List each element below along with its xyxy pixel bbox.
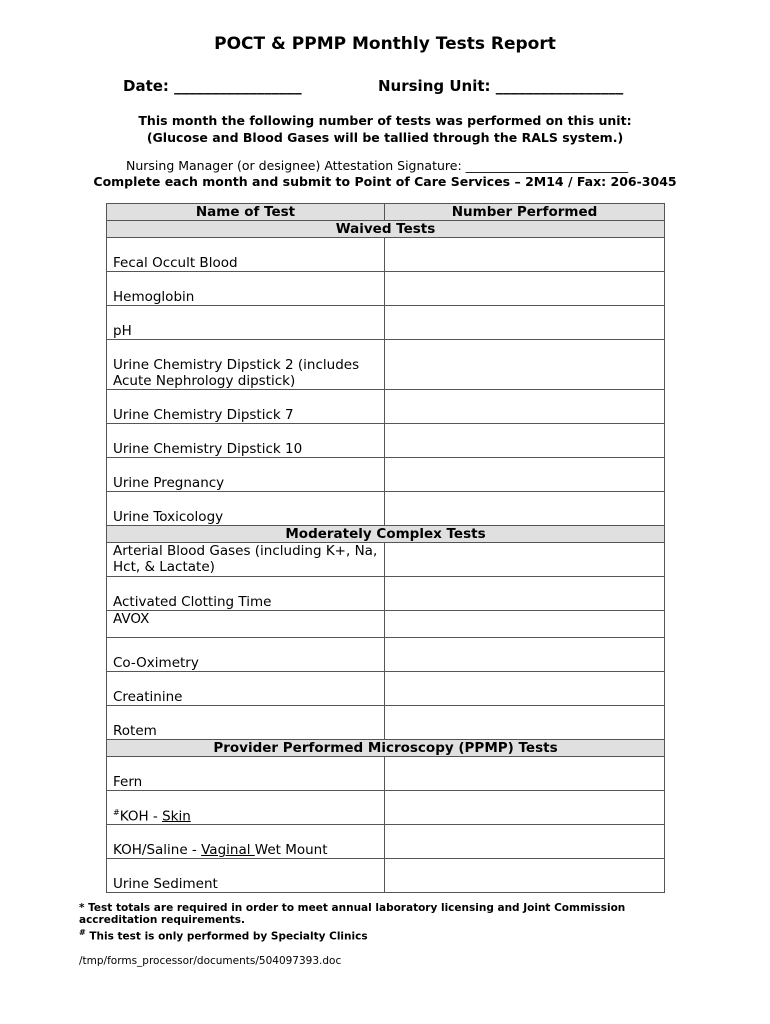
test-name: Hemoglobin bbox=[107, 272, 385, 306]
test-name: Urine Chemistry Dipstick 7 bbox=[107, 390, 385, 424]
section-ppmp-label: Provider Performed Microscopy (PPMP) Tests bbox=[107, 740, 665, 757]
section-waived-label: Waived Tests bbox=[107, 221, 665, 238]
test-name: Fern bbox=[107, 757, 385, 791]
koh-prefix: KOH - bbox=[119, 808, 163, 824]
table-row bbox=[107, 238, 665, 272]
table-row bbox=[107, 492, 665, 526]
table-row bbox=[107, 706, 665, 740]
number-performed-cell[interactable] bbox=[385, 791, 665, 825]
test-name: Urine Toxicology bbox=[107, 492, 385, 526]
koh-skin: Skin bbox=[162, 808, 191, 824]
table-row bbox=[107, 638, 665, 672]
test-name: Arterial Blood Gases (including K+, Na, Hct, & Lactate) bbox=[107, 543, 385, 577]
table-row bbox=[107, 272, 665, 306]
file-path: /tmp/forms_processor/documents/504097393.doc bbox=[79, 955, 342, 967]
test-name: Rotem bbox=[107, 706, 385, 740]
number-performed-cell[interactable] bbox=[385, 272, 665, 306]
number-performed-cell[interactable] bbox=[385, 638, 665, 672]
table-header-row bbox=[107, 204, 665, 221]
tests-table bbox=[106, 203, 665, 893]
table-row bbox=[107, 458, 665, 492]
footnote-text: This test is only performed by Specialty Clinics bbox=[85, 930, 368, 943]
intro-line-2: (Glucose and Blood Gases will be tallied through the RALS system.) bbox=[146, 130, 624, 145]
section-moderately-complex bbox=[107, 526, 665, 543]
nursing-unit-field-label: Nursing Unit: _________________ bbox=[378, 77, 624, 95]
number-performed-cell[interactable] bbox=[385, 859, 665, 893]
number-performed-cell[interactable] bbox=[385, 458, 665, 492]
test-name: Urine Pregnancy bbox=[107, 458, 385, 492]
test-name: Activated Clotting Time bbox=[107, 577, 385, 611]
signature-line: Nursing Manager (or designee) Attestation Signature: __________________________ bbox=[126, 158, 629, 173]
test-name: Fecal Occult Blood bbox=[107, 238, 385, 272]
table-row bbox=[107, 825, 665, 859]
number-performed-cell[interactable] bbox=[385, 543, 665, 577]
table-row bbox=[107, 306, 665, 340]
intro-text bbox=[0, 112, 770, 146]
test-name: Creatinine bbox=[107, 672, 385, 706]
number-performed-cell[interactable] bbox=[385, 340, 665, 390]
number-performed-cell[interactable] bbox=[385, 672, 665, 706]
table-row bbox=[107, 757, 665, 791]
number-performed-cell[interactable] bbox=[385, 306, 665, 340]
number-performed-cell[interactable] bbox=[385, 492, 665, 526]
col-header-test-name: Name of Test bbox=[107, 204, 385, 221]
test-name: Urine Sediment bbox=[107, 859, 385, 893]
section-ppmp bbox=[107, 740, 665, 757]
page-title: POCT & PPMP Monthly Tests Report bbox=[214, 34, 556, 54]
test-name: Co-Oximetry bbox=[107, 638, 385, 672]
number-performed-cell[interactable] bbox=[385, 825, 665, 859]
test-name bbox=[107, 825, 385, 859]
table-row bbox=[107, 672, 665, 706]
number-performed-cell[interactable] bbox=[385, 706, 665, 740]
test-name: pH bbox=[107, 306, 385, 340]
intro-line-1: This month the following number of tests was performed on this unit: bbox=[138, 113, 632, 128]
number-performed-cell[interactable] bbox=[385, 757, 665, 791]
table-row bbox=[107, 424, 665, 458]
saline-vaginal: Vaginal bbox=[201, 842, 255, 858]
table-row bbox=[107, 577, 665, 611]
number-performed-cell[interactable] bbox=[385, 577, 665, 611]
section-waived bbox=[107, 221, 665, 238]
number-performed-cell[interactable] bbox=[385, 611, 665, 638]
col-header-number-performed: Number Performed bbox=[385, 204, 665, 221]
test-name bbox=[107, 791, 385, 825]
table-row bbox=[107, 791, 665, 825]
test-name: Urine Chemistry Dipstick 2 (includes Acute Nephrology dipstick) bbox=[107, 340, 385, 390]
number-performed-cell[interactable] bbox=[385, 390, 665, 424]
table-row bbox=[107, 340, 665, 390]
number-performed-cell[interactable] bbox=[385, 424, 665, 458]
date-field-label: Date: _________________ bbox=[123, 77, 302, 95]
table-row bbox=[107, 859, 665, 893]
number-performed-cell[interactable] bbox=[385, 238, 665, 272]
submit-instructions: Complete each month and submit to Point of Care Services – 2M14 / Fax: 206-3045 bbox=[93, 174, 677, 189]
footnote-specialty-clinics bbox=[79, 928, 368, 943]
saline-suffix: Wet Mount bbox=[254, 842, 328, 858]
footnote-mark: # bbox=[79, 928, 86, 937]
footnote-test-totals: * Test totals are required in order to meet annual laboratory licensing and Joint Commission accreditation requirements. bbox=[79, 902, 626, 926]
saline-prefix: KOH/Saline - bbox=[113, 842, 202, 858]
section-moderate-label: Moderately Complex Tests bbox=[107, 526, 665, 543]
test-name: Urine Chemistry Dipstick 10 bbox=[107, 424, 385, 458]
table-row bbox=[107, 543, 665, 577]
table-row bbox=[107, 390, 665, 424]
table-row bbox=[107, 611, 665, 638]
test-name: AVOX bbox=[107, 611, 385, 638]
specialty-clinic-mark: # bbox=[113, 807, 120, 817]
